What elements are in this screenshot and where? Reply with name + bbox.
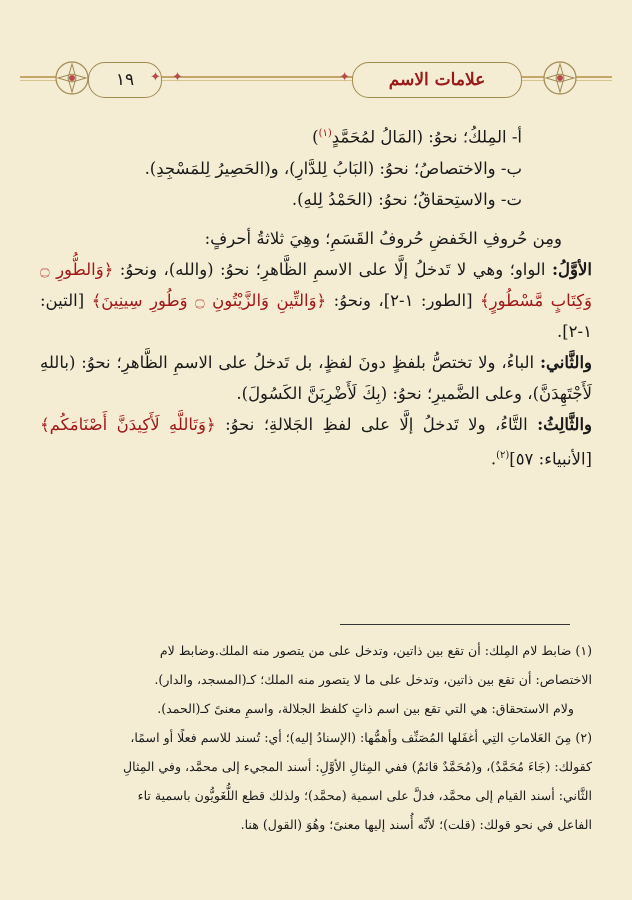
third-label: والثَّالِثُ: bbox=[537, 414, 592, 434]
footnote-line: الفاعل في نحو قولك: (قلت)؛ لأنَّه أُسند إليها معنىً؛ وهُوَ (القول) هنا. bbox=[240, 817, 592, 832]
diamond-ornament-icon: ✦ bbox=[150, 70, 161, 85]
quran-quote: ﴿وَالتِّينِ وَالزَّيْتُونِ ۝ وَطُورِ سِينِينَ﴾ bbox=[91, 290, 327, 310]
footnote-separator bbox=[340, 624, 570, 625]
footnote-line: (٢) مِنَ العَلاماتِ التِي أغفَلها المُصَنِّف وأهمُّها: (الإسنادُ إليه)؛ أي: تُسند للاسم فعلًا أو اسمًا، bbox=[130, 730, 592, 745]
item-a: أ- المِلكُ؛ نحوُ: (المَالُ لمُحَمَّدٍ$^{(١)}$) bbox=[312, 127, 522, 147]
second-letter-paragraph: والثَّاني: الباءُ، ولا تختصُّ بلفظٍ دونَ لفظٍ، بل تَدخلُ على الاسمِ الظَّاهرِ؛ نحوُ: (باللهِ لَأَجْتَهِدَنَّ)، وعلى الضَّميرِ؛ نحوُ: (بِكَ لَأَضْرِبَنَّ الكَسُولَ). bbox=[40, 352, 592, 403]
floral-ornament-icon bbox=[52, 58, 92, 98]
item-b: ب- والاختصاصُ؛ نحوُ: (البَابُ لِلدَّارِ)، و(الحَصِيرُ لِلمَسْجِدِ). bbox=[144, 158, 522, 178]
footnote-line: (١) ضابط لام المِلك: أن تقع بين ذاتين، وتدخل على من يتصور منه الملك.وضابط لام bbox=[159, 643, 592, 658]
footnote-ref[interactable]: (١) bbox=[318, 128, 332, 139]
footnote-ref[interactable]: (٢) bbox=[496, 449, 510, 461]
floral-ornament-icon bbox=[540, 58, 580, 98]
quran-quote: ﴿وَتَاللَّهِ لَأَكِيدَنَّ أَصْنَامَكُم﴾ bbox=[40, 414, 216, 434]
page-header bbox=[0, 52, 632, 104]
item-t: ت- والاستِحقاقُ؛ نحوُ: (الحَمْدُ لِلهِ). bbox=[291, 189, 522, 209]
page-number: ١٩ bbox=[115, 70, 135, 90]
footnote-line: الاختصاص: أن تقع بين ذاتين، وتدخل على ما لا يتصور منه الملك؛ كـ(المسجد، والدار). bbox=[154, 672, 592, 687]
footnotes bbox=[40, 636, 592, 839]
second-label: والثَّاني: bbox=[539, 352, 592, 372]
main-text bbox=[40, 118, 592, 474]
footnote-line: ولام الاستحقاق: هي التي تقع بين اسم ذاتٍ كلفظ الجلالة، واسمِ معنىً كـ(الحمد). bbox=[157, 701, 574, 716]
qasam-intro: ومِن حُروفِ الخَفضِ حُروفُ القَسَمِ؛ وهِيَ ثلاثةُ أحرفٍ: bbox=[204, 228, 562, 248]
diamond-ornament-icon: ✦ bbox=[339, 70, 350, 85]
footnote-line: كقولك: (جَاءَ مُحَمَّدٌ)، و(مُحَمَّدٌ قائمٌ) ففي المِثالِ الأوَّلِ: أسند المجيء إلى محمَّد، وفي المِثالِ bbox=[123, 759, 592, 774]
footnote-line: الثَّاني: أسند القيام إلى محمَّد، فدلَّ على اسمية (محمَّد)؛ ولذلك قطع اللُّغَويُّون باسمية تاء bbox=[137, 788, 592, 803]
diamond-ornament-icon: ✦ bbox=[172, 70, 183, 85]
chapter-title-badge bbox=[352, 62, 522, 98]
first-label: الأوَّلُ: bbox=[551, 259, 592, 279]
chapter-title: علامات الاسم bbox=[388, 70, 486, 90]
quran-quote: ﴿وَالطُّورِ ۝ وَكِتَابٍ مَّسْطُورٍ﴾ bbox=[40, 259, 593, 310]
third-letter-paragraph: والثَّالِثُ: التَّاءُ، ولا تَدخلُ إلَّا على لفظِ الجَلالةِ؛ نحوُ: ﴿وَتَاللَّهِ لَأَكِيدَنَّ أَصْنَامَكُم﴾ [الأنبياء: ٥٧]$^{(٢)}$. bbox=[40, 414, 592, 468]
first-letter-paragraph: الأوَّلُ: الواو؛ وهي لا تَدخلُ إلَّا على الاسمِ الظَّاهرِ؛ نحوُ: (والله)، ونحوُ: ﴿وَالطُّورِ ۝ وَكِتَابٍ مَّسْطُورٍ﴾ [الطور: ١-٢]، ونحوُ: ﴿وَالتِّينِ وَالزَّيْتُونِ ۝ وَطُورِ سِينِينَ﴾ [التين: ١-٢]. bbox=[40, 259, 593, 341]
